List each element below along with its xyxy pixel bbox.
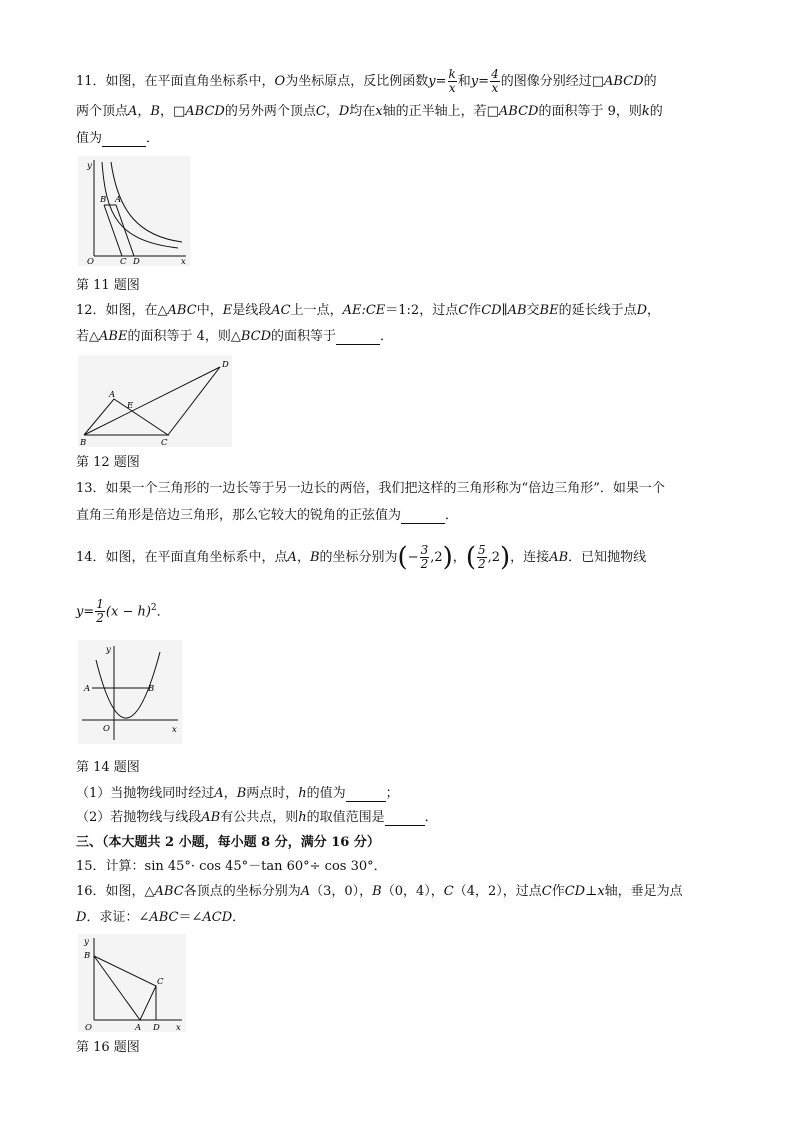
fig16-label-A: A <box>135 1023 142 1032</box>
q12-figure <box>78 355 232 447</box>
fig16-label-C: C <box>157 977 164 987</box>
fig11-label-y: y <box>87 161 92 171</box>
q11-caption: 第 11 题图 <box>76 278 140 293</box>
answer-blank <box>346 787 386 802</box>
answer-blank <box>385 811 425 826</box>
q13-line-1: 13．如果一个三角形的一边长等于另一边长的两倍，我们把这样的三角形称为“倍边三角形”．如果一个 <box>76 481 665 496</box>
fig12-label-E: E <box>127 401 134 411</box>
paren-open: ( <box>465 542 476 573</box>
q11-line-1: 11．如图，在平面直角坐标系中，O为坐标原点，反比例函数y= $\frac{k}{x}$ 和y= $\frac{4}{x}$ 的图像分别经过□ABCD的 <box>76 67 657 95</box>
fraction-k-over-x: $\frac{k}{x}$ <box>448 67 456 95</box>
paren-close: ) <box>442 542 453 573</box>
fig12-label-B: B <box>80 438 87 447</box>
fig12-label-D: D <box>222 360 229 370</box>
q13-line-2: 直角三角形是倍边三角形，那么它较大的锐角的正弦值为 ． <box>76 508 459 523</box>
q12-line-2: 若△ABE的面积等于 4，则△BCD的面积等于 ． <box>76 329 394 344</box>
q11-line-2: 两个顶点A，B，□ABCD的另外两个顶点C，D均在x轴的正半轴上，若□ABCD的面积等于 9，则k的 <box>76 104 663 119</box>
q12-line-1: 12．如图，在△ABC中，E是线段AC上一点，AE:CE＝1:2，过点C作CD∥AB交BE的延长线于点D， <box>76 303 661 318</box>
q11-line-3: 值为 ． <box>76 131 160 146</box>
fraction-5-over-2: $\frac{5}{2}$ <box>477 543 486 571</box>
fig16-label-D: D <box>153 1023 160 1032</box>
fig11-label-O: O <box>87 257 94 266</box>
fig16-label-x: x <box>176 1023 181 1032</box>
q14-sub-2: （2）若抛物线与线段AB有公共点，则h的取值范围是 ． <box>76 810 438 825</box>
fig14-label-O: O <box>103 724 110 734</box>
fig14-label-x: x <box>172 725 177 735</box>
fig12-label-C: C <box>161 438 168 447</box>
answer-blank <box>336 330 380 345</box>
fig16-label-B: B <box>84 951 91 961</box>
fraction-1-over-2: $\frac{1}{2}$ <box>96 597 104 626</box>
paren-close: ) <box>500 542 511 573</box>
fig11-label-A: A <box>115 195 122 205</box>
q14-formula: y= $\frac{1}{2}$ $(x - h)^2$． <box>76 597 170 626</box>
section-3-heading: 三、（本大题共 2 小题，每小题 8 分，满分 16 分） <box>76 835 380 850</box>
q14-caption: 第 14 题图 <box>76 760 140 775</box>
fig11-label-B: B <box>100 195 107 205</box>
fig16-label-y: y <box>84 937 89 947</box>
q14-figure <box>78 640 182 744</box>
fig11-label-x: x <box>181 257 186 266</box>
q16-line-1: 16．如图，△ABC各顶点的坐标分别为A（3，0），B（0，4），C（4，2），过点C作CD⊥x轴，垂足为点 <box>76 884 683 899</box>
answer-blank <box>102 132 146 147</box>
fig11-label-D: D <box>133 257 140 266</box>
fraction-4-over-x: $\frac{4}{x}$ <box>491 67 499 95</box>
q14-line-1: 14．如图，在平面直角坐标系中，点A，B的坐标分别为(− $\frac{3}{2}$ ,2)，( $\frac{5}{2}$ ,2)，连接AB．已知抛物线 <box>76 542 647 573</box>
q15-line: 15．计算：sin 45°· cos 45°－tan 60°÷ cos 30°． <box>76 859 387 874</box>
q16-figure <box>78 934 186 1032</box>
q14-sub-1: （1）当抛物线同时经过A，B两点时，h的值为 ； <box>76 786 399 801</box>
q16-line-2: D．求证：∠ABC＝∠ACD． <box>76 910 246 925</box>
q12-caption: 第 12 题图 <box>76 455 140 470</box>
q11-figure <box>78 156 190 266</box>
fig14-label-y: y <box>106 645 111 655</box>
answer-blank <box>401 509 445 524</box>
q16-caption: 第 16 题图 <box>76 1040 140 1055</box>
fig14-label-B: B <box>148 684 155 694</box>
paren-open: ( <box>397 542 408 573</box>
fig11-label-C: C <box>120 257 127 266</box>
fig12-label-A: A <box>109 390 116 400</box>
fig16-label-O: O <box>85 1023 92 1032</box>
fraction-3-over-2: $\frac{3}{2}$ <box>420 543 429 571</box>
fig14-label-A: A <box>84 684 91 694</box>
